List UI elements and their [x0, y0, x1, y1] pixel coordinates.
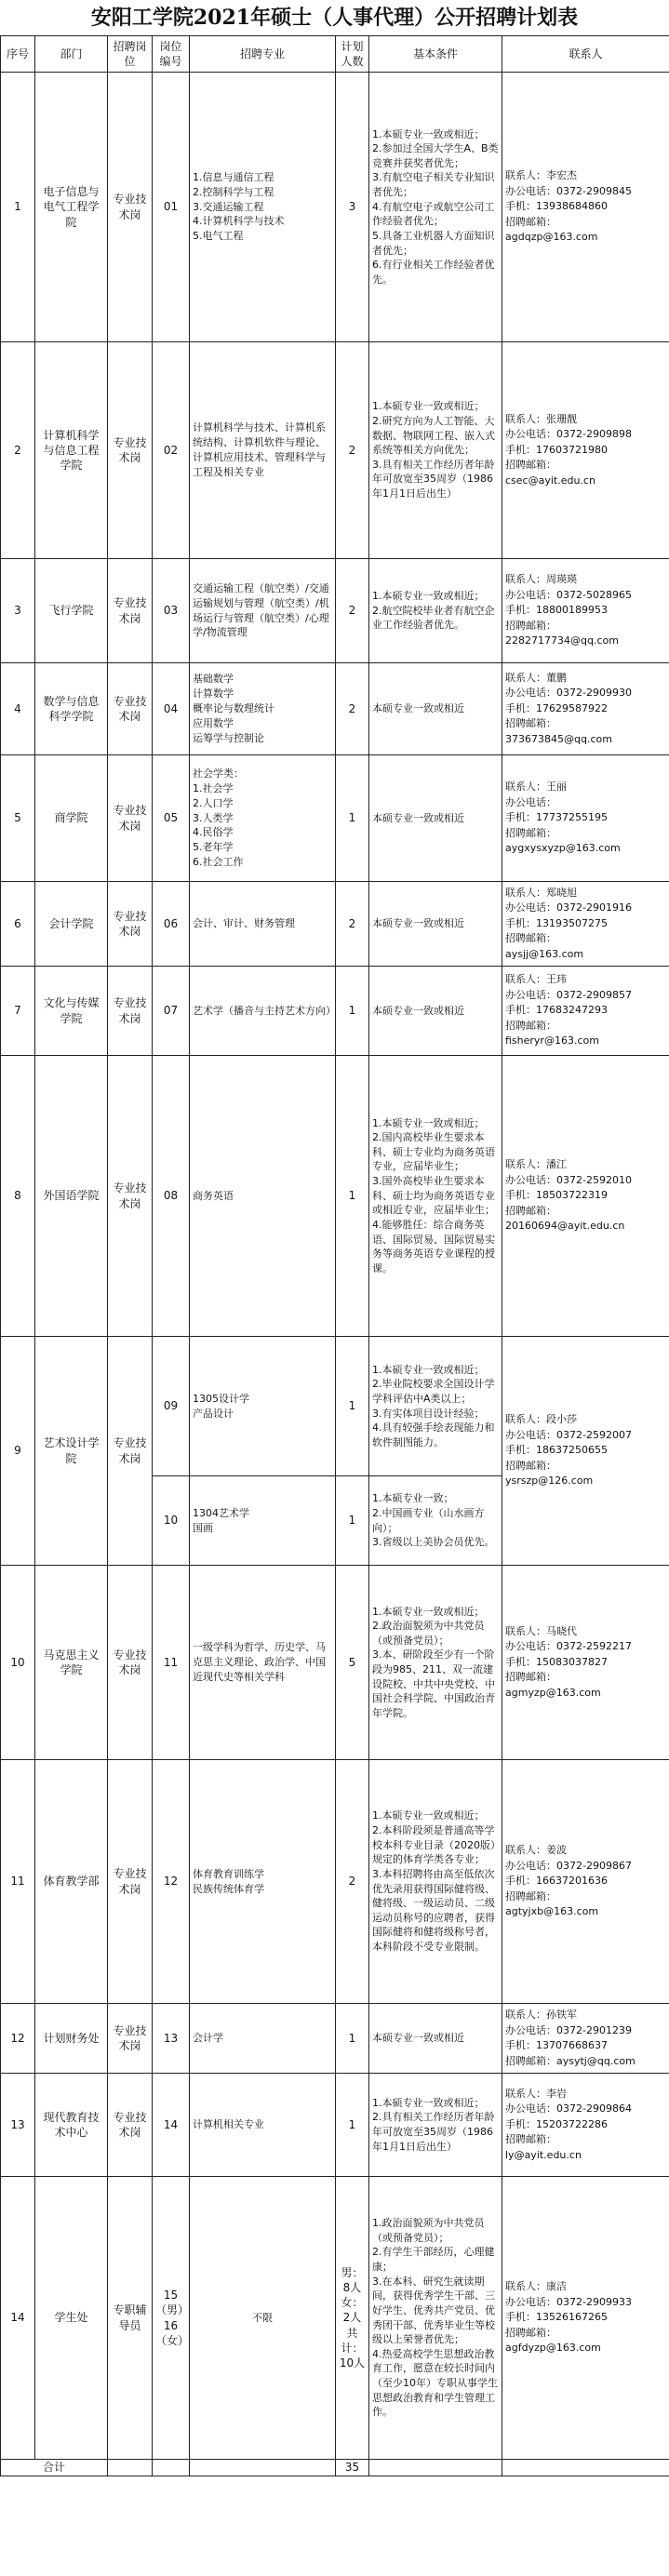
row-dept: 现代教育技术中心	[35, 2074, 108, 2177]
row-post: 专业技术岗	[108, 2004, 153, 2074]
row-post: 专职辅导员	[108, 2177, 153, 2460]
row-post: 专业技术岗	[108, 1056, 153, 1337]
row-post: 专业技术岗	[108, 1760, 153, 2004]
row-code: 01	[153, 73, 190, 342]
table-row	[1, 2004, 669, 2074]
total-value: 35	[336, 2460, 369, 2476]
row-contact: 联系人：张珊靓 办公电话：0372-2909898 手机：17603721980 招聘邮箱： csec@ayit.edu.cn	[502, 342, 669, 559]
table-row	[1, 755, 669, 882]
row-dept: 学生处	[35, 2177, 108, 2460]
row-contact: 联系人：姜波 办公电话：0372-2909867 手机：16637201636 招聘邮箱： agtyjxb@163.com	[502, 1760, 669, 2004]
row-post: 专业技术岗	[108, 73, 153, 342]
row-num: 1	[336, 967, 369, 1056]
row-dept: 电子信息与电气工程学院	[35, 73, 108, 342]
row-post: 专业技术岗	[108, 755, 153, 882]
total-empty-4	[369, 2460, 502, 2476]
row-cond: 1.本硕专业一致或相近； 2.研究方向为人工智能、大数据、物联网工程、嵌入式系统等相关方向优先； 3.具有相关工作经历者年龄年可放宽至35周岁（1986年1月1日后出生）	[369, 342, 502, 559]
row-code: 14	[153, 2074, 190, 2177]
row-no: 3	[1, 559, 35, 663]
row-contact: 联系人：康洁 办公电话：0372-2909933 手机：13526167265 招聘邮箱： agfdyzp@163.com	[502, 2177, 669, 2460]
table-row	[1, 559, 669, 663]
row-cond: 1.本硕专业一致或相近； 2.本科阶段须是普通高等学校本科专业目录（2020版）规定的体育学类各专业； 3.本科招聘将由高至低依次优先录用获得国际健将级、健将级、一级运动员、二级运动员称号的应聘者，获得国际健将和健将级称号者，本科阶段不受专业限制。	[369, 1760, 502, 2004]
row-post: 专业技术岗	[108, 342, 153, 559]
row-dept: 计算机科学与信息工程学院	[35, 342, 108, 559]
row-code: 12	[153, 1760, 190, 2004]
row-num: 3	[336, 73, 369, 342]
row-no: 13	[1, 2074, 35, 2177]
row-dept: 外国语学院	[35, 1056, 108, 1337]
row-num: 2	[336, 663, 369, 755]
row-major: 1304艺术学 国画	[190, 1476, 336, 1566]
table-row	[1, 2074, 669, 2177]
row-contact: 联系人：马晓代 办公电话：0372-2592217 手机：15083037827 招聘邮箱： agmyzp@163.com	[502, 1566, 669, 1760]
row-cond: 本硕专业一致或相近	[369, 967, 502, 1056]
row-num: 2	[336, 1760, 369, 2004]
row-num: 1	[336, 1337, 369, 1476]
row-code: 08	[153, 1056, 190, 1337]
table-row	[1, 2177, 669, 2460]
row-no: 11	[1, 1760, 35, 2004]
row-num: 2	[336, 882, 369, 967]
row-post: 专业技术岗	[108, 2074, 153, 2177]
row-major: 体育教育训练学 民族传统体育学	[190, 1760, 336, 2004]
row-code: 05	[153, 755, 190, 882]
total-empty-1	[108, 2460, 153, 2476]
row-dept: 数学与信息科学学院	[35, 663, 108, 755]
row-code: 06	[153, 882, 190, 967]
row-no: 4	[1, 663, 35, 755]
row-contact: 联系人：潘江 办公电话：0372-2592010 手机：18503722319 招聘邮箱： 20160694@ayit.edu.cn	[502, 1056, 669, 1337]
row-contact: 联系人：李宏杰 办公电话：0372-2909845 手机：13938684860 招聘邮箱： agdqzp@163.com	[502, 73, 669, 342]
row-code: 09	[153, 1337, 190, 1476]
row-dept: 体育教学部	[35, 1760, 108, 2004]
row-cond: 本硕专业一致或相近	[369, 663, 502, 755]
row-cond: 1.本硕专业一致或相近； 2.参加过全国大学生A、B类竞赛并获奖者优先； 3.有航空电子相关专业知识者优先； 4.有航空电子或航空公司工作经验者优先； 5.具备工业机器人方面知识者优先； 6.有行业相关工作经验者优先。	[369, 73, 502, 342]
row-code: 13	[153, 2004, 190, 2074]
row-post: 专业技术岗	[108, 663, 153, 755]
header-row	[1, 36, 669, 73]
row-no: 8	[1, 1056, 35, 1337]
row-num: 1	[336, 755, 369, 882]
row-num: 男：8人 女：2人 共计：10人	[336, 2177, 369, 2460]
row-no: 5	[1, 755, 35, 882]
row-cond: 本硕专业一致或相近	[369, 2004, 502, 2074]
row-cond: 1.本硕专业一致； 2.中国画专业（山水画方向）； 3.省级以上美协会员优先。	[369, 1476, 502, 1566]
row-num: 1	[336, 1476, 369, 1566]
total-row	[1, 2460, 669, 2476]
row-cond: 1.本硕专业一致或相近； 2.毕业院校要求全国设计学学科评估中A类以上； 3.有实体项目设计经验； 4.具有较强手绘表现能力和软件制图能力。	[369, 1337, 502, 1476]
row-code: 10	[153, 1476, 190, 1566]
row-no: 14	[1, 2177, 35, 2460]
row-cond: 1.本硕专业一致或相近； 2.政治面貌须为中共党员（或预备党员）； 3.本、研阶段至少有一个阶段为985、211、双一流建设院校、中共中央党校、中国社会科学院、中国政治青年学院。	[369, 1566, 502, 1760]
row-dept: 飞行学院	[35, 559, 108, 663]
header-post: 招聘岗位	[108, 36, 153, 73]
row-major: 艺术学（播音与主持艺术方向）	[190, 967, 336, 1056]
row-code: 03	[153, 559, 190, 663]
table-row	[1, 1566, 669, 1760]
row-no: 7	[1, 967, 35, 1056]
row-contact: 联系人：董鹏 办公电话：0372-2909930 手机：17629587922 招聘邮箱： 373673845@qq.com	[502, 663, 669, 755]
row-cond: 1.政治面貌须为中共党员（或预备党员）； 2.有学生干部经历，心理健康； 3.在本科、研究生就读期间，获得优秀学生干部、三好学生、优秀共产党员、优秀团干部、优秀毕业生等校级以上荣誉者优先； 4.热爱高校学生思想政治教育工作，愿意在较长时间内（至少10年）专职从事学生思想政治教育和学生管理工作。	[369, 2177, 502, 2460]
total-empty-5	[502, 2460, 669, 2476]
row-num: 2	[336, 559, 369, 663]
table-row	[1, 1337, 669, 1476]
row-contact: 联系人：李岩 办公电话：0372-2909864 手机：15203722286 招聘邮箱： ly@ayit.edu.cn	[502, 2074, 669, 2177]
row-no: 10	[1, 1566, 35, 1760]
row-dept: 艺术设计学院	[35, 1337, 108, 1566]
row-cond: 1.本硕专业一致或相近； 2.国内高校毕业生要求本科、硕士专业均为商务英语专业，应届毕业生； 3.国外高校毕业生要求本科、硕士均为商务英语专业或相近专业，应届毕业生； 4.能够胜任：综合商务英语、国际贸易、国际贸易实务等商务英语专业课程的授课。	[369, 1056, 502, 1337]
row-num: 5	[336, 1566, 369, 1760]
row-dept: 文化与传媒学院	[35, 967, 108, 1056]
row-major: 1.信息与通信工程 2.控制科学与工程 3.交通运输工程 4.计算机科学与技术 5.电气工程	[190, 73, 336, 342]
row-major: 1305设计学 产品设计	[190, 1337, 336, 1476]
row-contact: 联系人：郑晓旭 办公电话：0372-2901916 手机：13193507275 招聘邮箱： aysjj@163.com	[502, 882, 669, 967]
row-post: 专业技术岗	[108, 1566, 153, 1760]
row-contact: 联系人：段小莎 办公电话：0372-2592007 手机：18637250655 招聘邮箱： ysrszp@126.com	[502, 1337, 669, 1566]
row-post: 专业技术岗	[108, 559, 153, 663]
row-code: 07	[153, 967, 190, 1056]
row-no: 12	[1, 2004, 35, 2074]
row-post: 专业技术岗	[108, 1337, 153, 1566]
row-major: 不限	[190, 2177, 336, 2460]
row-dept: 商学院	[35, 755, 108, 882]
table-row	[1, 882, 669, 967]
row-major: 会计学	[190, 2004, 336, 2074]
recruitment-table	[0, 35, 669, 2476]
row-cond: 本硕专业一致或相近	[369, 755, 502, 882]
header-dept: 部门	[35, 36, 108, 73]
row-major: 计算机科学与技术、计算机系统结构、计算机软件与理论、计算机应用技术、管理科学与工程及相关专业	[190, 342, 336, 559]
table-row	[1, 1056, 669, 1337]
table-row	[1, 342, 669, 559]
total-empty-3	[190, 2460, 336, 2476]
header-code: 岗位编号	[153, 36, 190, 73]
table-row	[1, 73, 669, 342]
table-row	[1, 1760, 669, 2004]
row-post: 专业技术岗	[108, 967, 153, 1056]
row-post: 专业技术岗	[108, 882, 153, 967]
row-major: 社会学类： 1.社会学 2.人口学 3.人类学 4.民俗学 5.老年学 6.社会工作	[190, 755, 336, 882]
row-contact: 联系人：周瑛瑛 办公电话：0372-5028965 手机：18800189953 招聘邮箱： 2282717734@qq.com	[502, 559, 669, 663]
row-code: 15（男） 16（女）	[153, 2177, 190, 2460]
row-major: 一级学科为哲学、历史学、马克思主义理论、政治学、中国近现代史等相关学科	[190, 1566, 336, 1760]
table-row	[1, 967, 669, 1056]
row-no: 6	[1, 882, 35, 967]
total-label: 合计	[1, 2460, 108, 2476]
row-major: 交通运输工程（航空类）/交通运输规划与管理（航空类）/机场运行与管理（航空类）/心理学/物流管理	[190, 559, 336, 663]
header-num: 计划人数	[336, 36, 369, 73]
row-no: 2	[1, 342, 35, 559]
table-row	[1, 663, 669, 755]
row-code: 04	[153, 663, 190, 755]
total-empty-2	[153, 2460, 190, 2476]
header-major: 招聘专业	[190, 36, 336, 73]
row-cond: 1.本硕专业一致或相近； 2.航空院校毕业者有航空企业工作经验者优先。	[369, 559, 502, 663]
header-contact: 联系人	[502, 36, 669, 73]
row-major: 计算机相关专业	[190, 2074, 336, 2177]
row-code: 11	[153, 1566, 190, 1760]
header-no: 序号	[1, 36, 35, 73]
page-title: 安阳工学院2021年硕士（人事代理）公开招聘计划表	[90, 6, 579, 30]
row-num: 1	[336, 2074, 369, 2177]
row-no: 1	[1, 73, 35, 342]
row-dept: 计划财务处	[35, 2004, 108, 2074]
row-num: 2	[336, 342, 369, 559]
row-no: 9	[1, 1337, 35, 1566]
row-contact: 联系人：孙铁军 办公电话：0372-2901239 手机：13707668637 招聘邮箱：aysytj@qq.com	[502, 2004, 669, 2074]
row-contact: 联系人：王丽 办公电话： 手机：17737255195 招聘邮箱： aygxysxyzp@163.com	[502, 755, 669, 882]
row-cond: 1.本硕专业一致或相近； 2.具有相关工作经历者年龄年可放宽至35周岁（1986年1月1日后出生）	[369, 2074, 502, 2177]
row-dept: 会计学院	[35, 882, 108, 967]
row-num: 1	[336, 2004, 369, 2074]
row-cond: 本硕专业一致或相近	[369, 882, 502, 967]
row-dept: 马克思主义学院	[35, 1566, 108, 1760]
row-code: 02	[153, 342, 190, 559]
row-major: 基础数学 计算数学 概率论与数理统计 应用数学 运筹学与控制论	[190, 663, 336, 755]
row-num: 1	[336, 1056, 369, 1337]
row-major: 商务英语	[190, 1056, 336, 1337]
header-cond: 基本条件	[369, 36, 502, 73]
row-contact: 联系人：王玮 办公电话：0372-2909857 手机：17683247293 招聘邮箱： fisheryr@163.com	[502, 967, 669, 1056]
row-major: 会计、审计、财务管理	[190, 882, 336, 967]
